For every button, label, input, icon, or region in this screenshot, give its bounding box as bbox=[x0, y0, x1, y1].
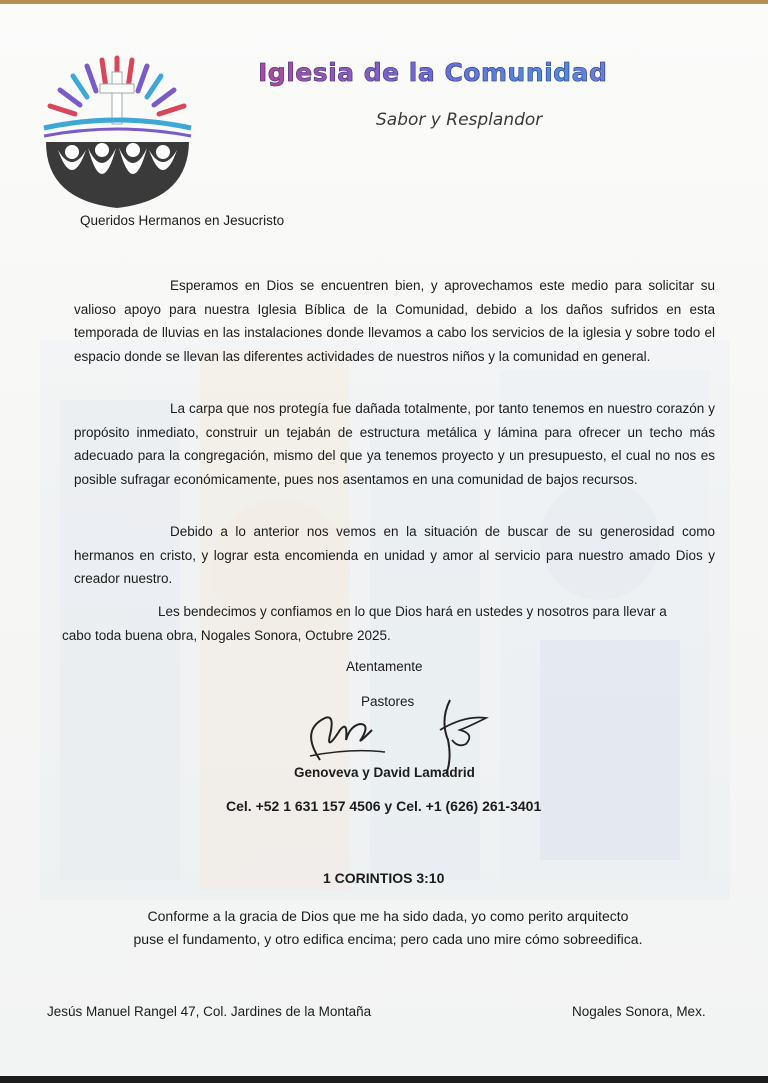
paragraph-1: Esperamos en Dios se encuentren bien, y aprovechamos este medio para solicitar su valioso apoyo para nuestra Iglesia Bíblica de la Comunidad, debido a los daños sufridos en esta temporada de lluvias en las instalaciones donde llevamos a cabo los servicios de la iglesia y sobre todo el espacio donde se llevan las diferentes actividades de nuestros niños y la comunidad en general. bbox=[74, 278, 715, 364]
verse-text bbox=[118, 905, 658, 951]
church-tagline: Sabor y Resplandor bbox=[376, 110, 543, 130]
paragraph-4-line-2: cabo toda buena obra, Nogales Sonora, Octubre 2025. bbox=[62, 627, 391, 643]
paragraph-4-line-1: Les bendecimos y confiamos en lo que Dios hará en ustedes y nosotros para llevar a bbox=[158, 604, 667, 619]
bottom-edge bbox=[0, 1076, 768, 1083]
church-name-title: Iglesia de la Comunidad bbox=[258, 58, 678, 87]
verse-line-1: Conforme a la gracia de Dios que me ha sido dada, yo como perito arquitecto bbox=[147, 908, 629, 924]
signatory-role: Pastores bbox=[361, 694, 415, 709]
signatory-names: Genoveva y David Lamadrid bbox=[294, 765, 475, 780]
footer-address: Jesús Manuel Rangel 47, Col. Jardines de la Montaña bbox=[47, 1004, 372, 1019]
church-logo-icon bbox=[40, 50, 195, 210]
verse-line-2: puse el fundamento, y otro edifica encima; pero cada uno mire cómo sobreedifica. bbox=[133, 931, 643, 947]
verse-reference: 1 CORINTIOS 3:10 bbox=[323, 870, 445, 886]
paragraph-4 bbox=[62, 600, 722, 647]
salutation: Queridos Hermanos en Jesucristo bbox=[80, 213, 285, 228]
contact-phones: Cel. +52 1 631 157 4506 y Cel. +1 (626) 261-3401 bbox=[226, 798, 542, 814]
footer-city: Nogales Sonora, Mex. bbox=[572, 1004, 706, 1019]
paragraph-3: Debido a lo anterior nos vemos en la situación de buscar de su generosidad como hermanos en cristo, y lograr esta encomienda en unidad y amor al servicio para nuestro amado Dios y creador nuestro. bbox=[74, 524, 715, 586]
paragraph-2: La carpa que nos protegía fue dañada totalmente, por tanto tenemos en nuestro corazón y propósito inmediato, construir un tejabán de estructura metálica y lámina para ofrecer un techo más adecuado para la congregación, mismo del que ya tenemos proyecto y un presupuesto, el cual no nos es posible sufragar económicamente, pues nos asentamos en una comunidad de bajos recursos. bbox=[74, 401, 715, 487]
closing: Atentamente bbox=[346, 659, 423, 674]
top-edge bbox=[0, 0, 768, 4]
